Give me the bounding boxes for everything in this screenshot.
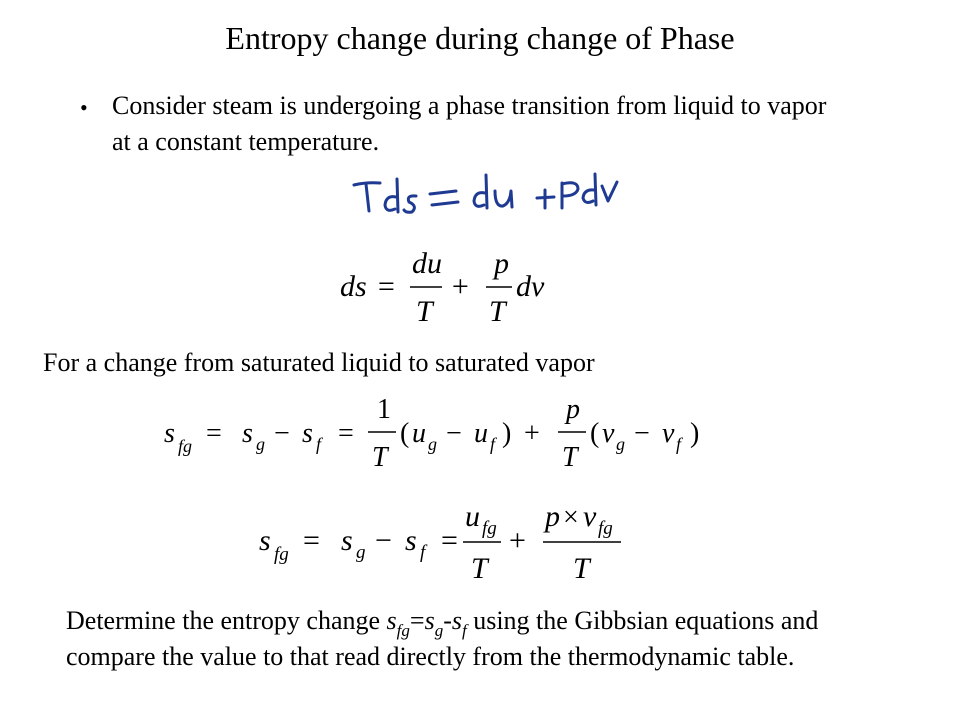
svg-text:): )	[690, 418, 700, 449]
svg-text:s: s	[259, 524, 271, 557]
svg-text:f: f	[490, 434, 496, 454]
subheading-text: For a change from saturated liquid to saturated vapor	[43, 348, 595, 377]
svg-text:T: T	[573, 552, 590, 585]
svg-text:v: v	[662, 418, 675, 449]
bullet-point-icon: •	[80, 95, 88, 120]
svg-text:f: f	[420, 542, 426, 563]
svg-text:T: T	[489, 295, 506, 328]
svg-text:+: +	[509, 524, 526, 557]
svg-text:×: ×	[563, 502, 579, 533]
svg-text:u: u	[474, 418, 488, 449]
svg-text:dv: dv	[516, 270, 545, 303]
svg-text:v: v	[602, 418, 615, 449]
svg-text:g: g	[616, 434, 625, 454]
task-text-rest: using the Gibbsian equations and compare the value to that read directly from the thermodynamic table.	[66, 606, 819, 671]
formula-sub-g: g	[434, 621, 444, 640]
svg-text:g: g	[256, 434, 265, 454]
svg-text:fg: fg	[482, 518, 497, 539]
svg-text:=: =	[206, 418, 222, 449]
formula-s-f: s	[451, 606, 462, 635]
svg-text:du: du	[412, 247, 442, 280]
svg-text:T: T	[562, 442, 578, 473]
svg-text:f: f	[676, 434, 682, 454]
svg-text:ds: ds	[340, 270, 367, 303]
svg-text:): )	[502, 418, 512, 449]
svg-text:f: f	[316, 434, 322, 454]
handwritten-annotation	[340, 165, 620, 225]
task-text-intro: Determine the entropy change	[66, 606, 387, 635]
formula-s-fg: s	[386, 606, 397, 635]
svg-text:fg: fg	[178, 436, 193, 456]
svg-text:u: u	[465, 500, 480, 533]
svg-text:s: s	[242, 418, 253, 449]
svg-text:+: +	[450, 270, 471, 303]
equation-ds	[330, 245, 570, 330]
svg-text:=: =	[376, 270, 397, 303]
svg-text:s: s	[341, 524, 353, 557]
svg-text:p: p	[545, 500, 560, 533]
task-text	[66, 603, 866, 675]
svg-text:v: v	[583, 500, 597, 533]
svg-text:fg: fg	[598, 518, 613, 539]
svg-text:g: g	[356, 542, 366, 563]
formula-sub-fg: fg	[396, 621, 410, 640]
svg-text:T: T	[416, 295, 433, 328]
svg-text:=: =	[338, 418, 354, 449]
formula-s-g: s	[424, 606, 435, 635]
svg-text:s: s	[302, 418, 313, 449]
svg-text:p: p	[566, 394, 580, 425]
formula-equals: =	[409, 606, 425, 635]
svg-text:T: T	[372, 442, 388, 473]
svg-text:1: 1	[377, 394, 391, 425]
equation-sfg-expanded	[160, 392, 720, 477]
svg-text:−: −	[634, 418, 650, 449]
svg-text:s: s	[164, 418, 175, 449]
svg-text:s: s	[405, 524, 417, 557]
bullet-text: Consider steam is undergoing a phase transition from liquid to vapor at a constant temperature.	[112, 91, 827, 156]
svg-text:−: −	[375, 524, 392, 557]
svg-text:p: p	[494, 247, 509, 280]
svg-text:u: u	[412, 418, 426, 449]
formula-minus: -	[443, 606, 452, 635]
svg-text:−: −	[446, 418, 462, 449]
svg-text:(: (	[400, 418, 410, 449]
svg-text:(: (	[590, 418, 600, 449]
svg-text:T: T	[471, 552, 488, 585]
slide-title: Entropy change during change of Phase	[225, 20, 735, 56]
svg-text:+: +	[524, 418, 540, 449]
svg-text:−: −	[274, 418, 290, 449]
equation-sfg-compact	[255, 498, 655, 588]
svg-text:=: =	[303, 524, 320, 557]
svg-text:=: =	[441, 524, 458, 557]
svg-text:fg: fg	[274, 544, 289, 565]
svg-text:g: g	[428, 434, 437, 454]
formula-sub-f: f	[461, 621, 467, 640]
